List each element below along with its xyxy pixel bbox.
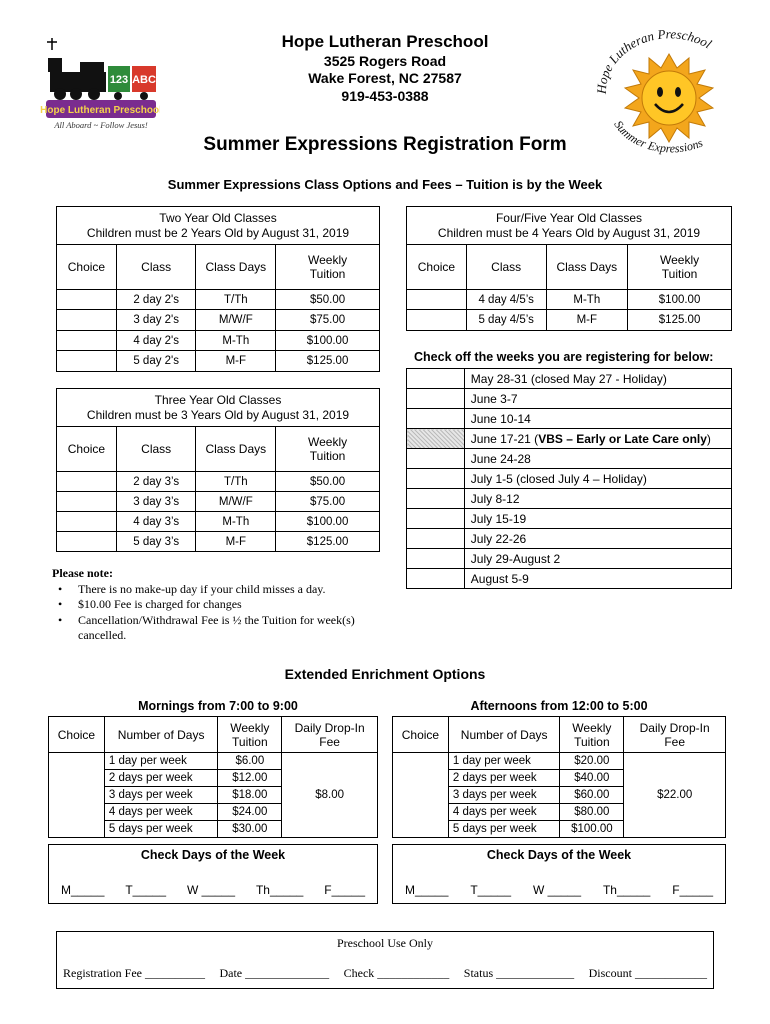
week-checkbox[interactable]	[407, 389, 465, 409]
col-choice: Choice	[57, 245, 117, 290]
office-use-title: Preschool Use Only	[337, 936, 433, 950]
fee-cell: $60.00	[560, 787, 624, 804]
days-cell: M-F	[196, 351, 276, 372]
class-cell: 2 day 2's	[116, 290, 196, 310]
subtitle: Summer Expressions Class Options and Fees – Tuition is by the Week	[167, 177, 603, 192]
day-blank-friday[interactable]: F_____	[672, 883, 713, 897]
week-checkbox[interactable]	[407, 369, 465, 389]
check-days-title: Check Days of the Week	[140, 848, 286, 862]
fee-cell: $125.00	[276, 351, 380, 372]
col-weekly-tuition: Weekly Tuition	[218, 717, 282, 753]
mornings-title: Mornings from 7:00 to 9:00	[138, 699, 298, 713]
fee-cell: $18.00	[218, 787, 282, 804]
class-cell: 3 day 3’s	[116, 492, 196, 512]
col-class: Class	[116, 427, 196, 472]
col-choice: Choice	[407, 245, 467, 290]
week-checkbox-shaded	[407, 429, 465, 449]
fee-cell: $20.00	[560, 753, 624, 770]
week-label: June 24-28	[464, 449, 731, 469]
days-cell: 1 day per week	[104, 753, 218, 770]
col-daily-drop-in: Daily Drop-In Fee	[624, 717, 726, 753]
three-year-requirement: Children must be 3 Years Old by August 31, 2019	[86, 407, 350, 422]
choice-cell[interactable]	[57, 512, 117, 532]
day-blank-friday[interactable]: F_____	[324, 883, 365, 897]
class-cell: 4 day 4/5’s	[466, 290, 546, 310]
days-cell: 4 days per week	[104, 804, 218, 821]
four-five-requirement: Children must be 4 Years Old by August 31, 2019	[437, 225, 701, 240]
fee-cell: $40.00	[560, 770, 624, 787]
four-five-title: Four/Five Year Old Classes	[495, 210, 643, 225]
col-choice: Choice	[49, 717, 105, 753]
class-cell: 2 day 3’s	[116, 472, 196, 492]
day-blank-monday[interactable]: M_____	[61, 883, 105, 897]
choice-cell[interactable]	[407, 310, 467, 331]
fee-cell: $50.00	[276, 472, 380, 492]
two-year-heading	[57, 207, 380, 245]
week-label: June 3-7	[464, 389, 731, 409]
three-year-heading	[57, 389, 380, 427]
week-checkbox[interactable]	[407, 469, 465, 489]
office-fields	[63, 966, 707, 981]
svg-text:Summer Expressions: Summer Expressions	[611, 117, 705, 156]
col-weekly-tuition: Weekly Tuition	[560, 717, 624, 753]
week-label: July 15-19	[464, 509, 731, 529]
two-year-requirement: Children must be 2 Years Old by August 31, 2019	[86, 225, 350, 240]
note-item: • There is no make-up day if your child misses a day.	[58, 581, 326, 596]
logo-left	[40, 36, 160, 132]
week-checkbox[interactable]	[407, 409, 465, 429]
two-year-title: Two Year Old Classes	[159, 210, 277, 225]
fee-cell: $75.00	[276, 310, 380, 331]
week-checkbox[interactable]	[407, 509, 465, 529]
four-five-year-table	[406, 206, 732, 331]
week-label: May 28-31 (closed May 27 - Holiday)	[464, 369, 731, 389]
week-checkbox[interactable]	[407, 449, 465, 469]
school-name: Hope Lutheran Preschool	[281, 32, 489, 51]
drop-in-fee: $22.00	[624, 753, 726, 838]
check-field[interactable]: Check ____________	[343, 966, 450, 980]
col-weekly-tuition: Weekly Tuition	[628, 245, 732, 290]
week-checkbox[interactable]	[407, 569, 465, 589]
days-cell: 3 days per week	[448, 787, 560, 804]
col-number-of-days: Number of Days	[448, 717, 560, 753]
fee-cell: $100.00	[276, 331, 380, 351]
col-class-days: Class Days	[196, 427, 276, 472]
fee-cell: $75.00	[276, 492, 380, 512]
col-class-days: Class Days	[196, 245, 276, 290]
weeks-table	[406, 368, 732, 589]
check-days-title: Check Days of the Week	[486, 848, 632, 862]
week-label: July 22-26	[464, 529, 731, 549]
fee-cell: $100.00	[628, 290, 732, 310]
week-label: August 5-9	[464, 569, 731, 589]
drop-in-fee: $8.00	[282, 753, 378, 838]
days-cell: M-Th	[546, 290, 628, 310]
class-cell: 3 day 2's	[116, 310, 196, 331]
col-class: Class	[116, 245, 196, 290]
days-cell: T/Th	[196, 290, 276, 310]
notes-title: Please note:	[52, 566, 113, 580]
days-cell: M/W/F	[196, 492, 276, 512]
fee-cell: $125.00	[276, 532, 380, 552]
afternoon-check-days-box	[392, 844, 726, 904]
weeks-title: Check off the weeks you are registering for below:	[414, 350, 714, 364]
three-year-title: Three Year Old Classes	[154, 392, 282, 407]
fee-cell: $50.00	[276, 290, 380, 310]
status-field[interactable]: Status _____________	[463, 966, 575, 980]
fee-cell: $24.00	[218, 804, 282, 821]
day-blank-thursday[interactable]: Th_____	[255, 883, 304, 897]
street-address: 3525 Rogers Road	[323, 53, 447, 69]
mornings-table	[48, 716, 378, 838]
days-cell: M-F	[546, 310, 628, 331]
col-choice: Choice	[393, 717, 449, 753]
day-blanks	[405, 883, 713, 897]
svg-text:123: 123	[109, 74, 129, 86]
registration-fee-field[interactable]: Registration Fee __________	[63, 966, 205, 980]
col-choice: Choice	[57, 427, 117, 472]
week-label: July 8-12	[464, 489, 731, 509]
col-class-days: Class Days	[546, 245, 628, 290]
train-logo-icon	[40, 36, 160, 132]
day-blank-wednesday[interactable]: W _____	[186, 883, 236, 897]
days-cell: 5 days per week	[448, 821, 560, 838]
city-state: Wake Forest, NC 27587	[308, 70, 462, 86]
choice-cell[interactable]	[57, 310, 117, 331]
col-number-of-days: Number of Days	[104, 717, 218, 753]
fee-cell: $125.00	[628, 310, 732, 331]
fee-cell: $6.00	[218, 753, 282, 770]
days-cell: 5 days per week	[104, 821, 218, 838]
week-checkbox[interactable]	[407, 489, 465, 509]
notes-block	[52, 566, 382, 644]
days-cell: T/Th	[196, 472, 276, 492]
choice-cell[interactable]	[57, 290, 117, 310]
days-cell: M-Th	[196, 512, 276, 532]
choice-cell[interactable]	[57, 492, 117, 512]
col-daily-drop-in: Daily Drop-In Fee	[282, 717, 378, 753]
fee-cell: $30.00	[218, 821, 282, 838]
class-cell: 4 day 2's	[116, 331, 196, 351]
fee-cell: $80.00	[560, 804, 624, 821]
enrichment-title: Extended Enrichment Options	[284, 666, 486, 682]
discount-field[interactable]: Discount ____________	[588, 966, 707, 980]
choice-cell[interactable]	[57, 472, 117, 492]
morning-check-days-box	[48, 844, 378, 904]
day-blank-thursday[interactable]: Th_____	[602, 883, 651, 897]
office-use-box	[56, 931, 714, 989]
date-field[interactable]: Date ______________	[219, 966, 330, 980]
day-blank-wednesday[interactable]: W _____	[532, 883, 582, 897]
day-blanks	[61, 883, 365, 897]
choice-cell[interactable]	[57, 331, 117, 351]
class-cell: 5 day 3’s	[116, 532, 196, 552]
choice-cell[interactable]	[407, 290, 467, 310]
svg-text:Hope Lutheran Preschool: Hope Lutheran Preschool	[594, 28, 715, 95]
choice-cell[interactable]	[57, 532, 117, 552]
days-cell: 2 days per week	[104, 770, 218, 787]
svg-text:ABC: ABC	[132, 74, 156, 86]
class-cell: 4 day 3’s	[116, 512, 196, 532]
note-item-cont: cancelled.	[78, 628, 127, 642]
afternoons-title: Afternoons from 12:00 to 5:00	[470, 699, 648, 713]
afternoons-table	[392, 716, 726, 838]
svg-text:Hope Lutheran Preschool: Hope Lutheran Preschool	[40, 105, 160, 116]
week-checkbox[interactable]	[407, 549, 465, 569]
day-blank-monday[interactable]: M_____	[405, 883, 449, 897]
week-label-vbs: June 17-21 (VBS – Early or Late Care only)	[464, 429, 731, 449]
fee-cell: $100.00	[276, 512, 380, 532]
week-label: June 10-14	[464, 409, 731, 429]
week-checkbox[interactable]	[407, 529, 465, 549]
days-cell: 2 days per week	[448, 770, 560, 787]
class-cell: 5 day 2's	[116, 351, 196, 372]
choice-cell[interactable]	[393, 753, 449, 838]
form-title: Summer Expressions Registration Form	[203, 134, 567, 155]
col-weekly-tuition: Weekly Tuition	[276, 245, 380, 290]
days-cell: 3 days per week	[104, 787, 218, 804]
day-blank-tuesday[interactable]: T_____	[125, 883, 167, 897]
choice-cell[interactable]	[49, 753, 105, 838]
days-cell: M-F	[196, 532, 276, 552]
day-blank-tuesday[interactable]: T_____	[470, 883, 512, 897]
fee-cell: $12.00	[218, 770, 282, 787]
col-class: Class	[466, 245, 546, 290]
three-year-table	[56, 388, 380, 552]
days-cell: 4 days per week	[448, 804, 560, 821]
note-item: • $10.00 Fee is charged for changes	[58, 597, 242, 611]
note-item: • Cancellation/Withdrawal Fee is ½ the Tuition for week(s)	[58, 612, 355, 627]
fee-cell: $100.00	[560, 821, 624, 838]
choice-cell[interactable]	[57, 351, 117, 372]
week-label: July 1-5 (closed July 4 – Holiday)	[464, 469, 731, 489]
four-five-heading	[407, 207, 732, 245]
days-cell: 1 day per week	[448, 753, 560, 770]
col-weekly-tuition: Weekly Tuition	[276, 427, 380, 472]
days-cell: M-Th	[196, 331, 276, 351]
phone: 919-453-0388	[341, 88, 429, 104]
week-label: July 29-August 2	[464, 549, 731, 569]
class-cell: 5 day 4/5’s	[466, 310, 546, 331]
days-cell: M/W/F	[196, 310, 276, 331]
svg-text:All Aboard ~ Follow Jesus!: All Aboard ~ Follow Jesus!	[54, 120, 148, 130]
two-year-table	[56, 206, 380, 372]
